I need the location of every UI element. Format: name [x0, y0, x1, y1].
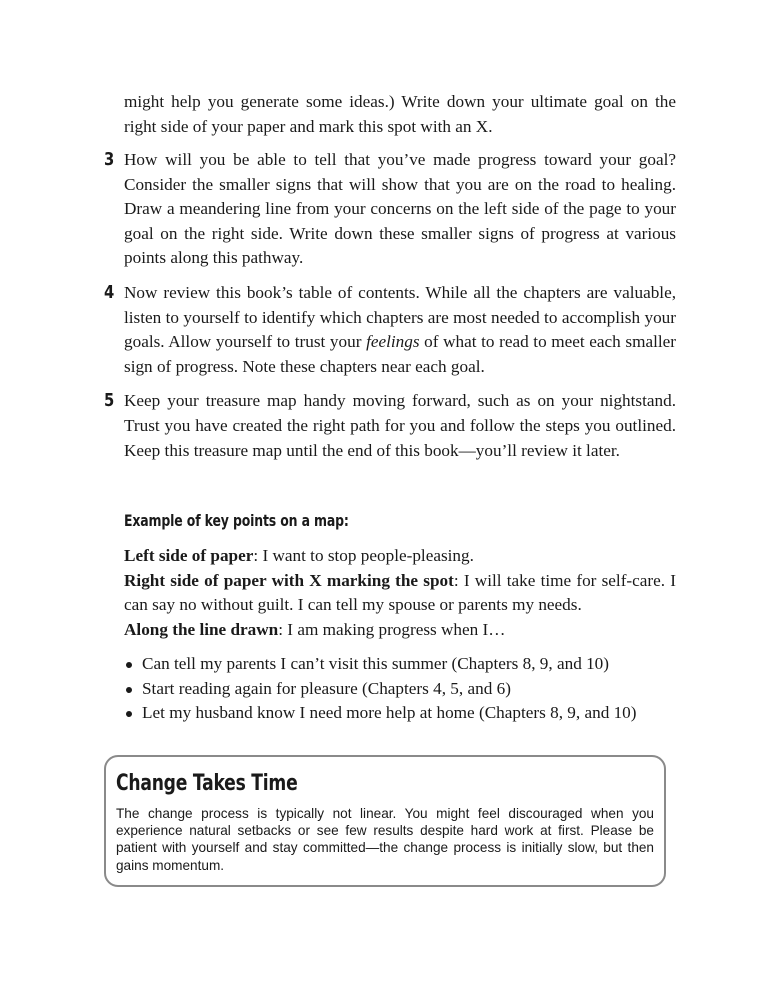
- example-block: [124, 544, 676, 642]
- example-line-line: [124, 618, 676, 643]
- list-item: [124, 701, 684, 726]
- step-number: 3: [104, 149, 115, 170]
- list-item-text: Let my husband know I need more help at home (Chapters 8, 9, and 10): [142, 703, 637, 723]
- step-text: Keep your treasure map handy moving forward, such as on your nightstand. Trust you have created the right path for you and follow the steps you outlined. Keep this treasure map until the end of this book—you’ll review it later.: [124, 391, 676, 460]
- example-line-label: Along the line drawn: [124, 619, 279, 639]
- list-item-text: Start reading again for pleasure (Chapters 4, 5, and 6): [142, 678, 511, 698]
- bullet-icon: [126, 662, 132, 668]
- steps-list: [104, 148, 676, 473]
- step-item: [104, 389, 676, 463]
- list-item-text: Can tell my parents I can’t visit this summer (Chapters 8, 9, and 10): [142, 654, 609, 673]
- example-right-label: Right side of paper with X marking the spot: [124, 570, 454, 590]
- step-text-emphasis: feelings: [366, 332, 420, 352]
- step-text: How will you be able to tell that you’ve made progress toward your goal? Consider the smaller signs that will show that you are on the road to healing. Draw a meandering line from your concerns on the left side of the page to your goal on the right side. Write down these smaller signs of progress at various points along this pathway.: [124, 150, 676, 268]
- callout-box: [104, 755, 666, 887]
- list-item: [124, 677, 684, 702]
- step-text-part: of what to read to meet each smaller sign of progress. Note these chapters near each goal.: [124, 332, 676, 376]
- example-left-label: Left side of paper: [124, 546, 254, 565]
- example-bullet-list: [124, 652, 684, 726]
- step-number: 5: [104, 390, 115, 412]
- example-line-text: : I am making progress when I…: [278, 619, 506, 639]
- step-number: 4: [104, 281, 115, 303]
- list-item: [124, 652, 684, 677]
- bullet-icon: [126, 711, 132, 717]
- example-right-line: [124, 569, 676, 618]
- intro-paragraph: might help you generate some ideas.) Write down your ultimate goal on the right side of your paper and mark this spot with an X.: [124, 92, 676, 136]
- step-item: [104, 148, 676, 271]
- example-right-text: : I will take time for self-care. I can say no without guilt. I can tell my spouse or parents my needs.: [124, 570, 677, 615]
- example-heading: Example of key points on a map:: [124, 511, 349, 530]
- callout-title: Change Takes Time: [116, 771, 298, 796]
- step-text-part: Now review this book’s table of contents. While all the chapters are valuable, listen to yourself to identify which chapters are most needed to accomplish your goals. Allow yourself to trust your: [124, 282, 676, 352]
- step-text: [124, 281, 676, 379]
- bullet-icon: [126, 687, 132, 693]
- example-left-line: [124, 544, 676, 569]
- step-item: [104, 281, 676, 379]
- example-left-text: : I want to stop people-pleasing.: [253, 546, 474, 565]
- callout-text: The change process is typically not linear. You might feel discouraged when you experience natural setbacks or see few results despite hard work at first. Please be patient with yourself and stay committed—the change process is initially slow, but then gains momentum.: [116, 806, 654, 873]
